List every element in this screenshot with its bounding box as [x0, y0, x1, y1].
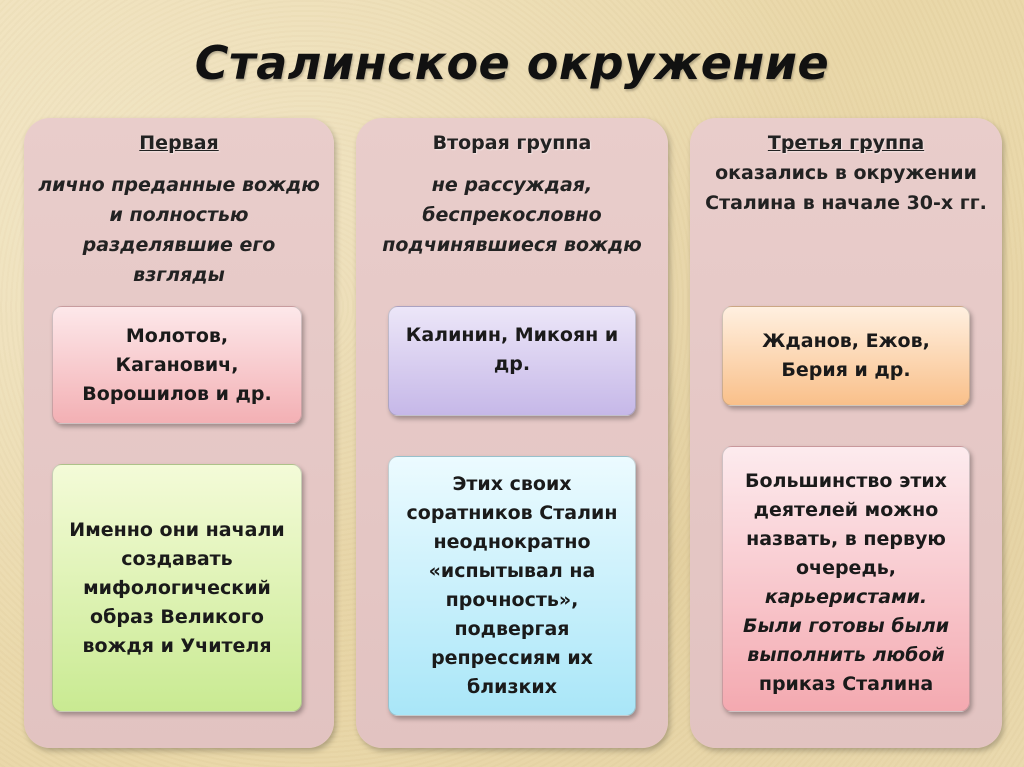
- group-description: не рассуждая, беспрекословно подчинявшиеся вождю: [382, 174, 642, 256]
- group-heading: [690, 130, 1002, 157]
- group-description: оказались в окружении Сталина в начале 30-х гг.: [705, 162, 987, 214]
- group-column-second: [356, 118, 668, 748]
- note-card: [722, 446, 970, 712]
- group-description: лично преданные вождю и полностью разделявшие его взгляды: [38, 174, 320, 286]
- note-text-plain: Большинство этих деятелей можно назвать, в первую очередь,: [745, 470, 947, 579]
- members-card: Жданов, Ежов, Берия и др.: [722, 306, 970, 406]
- group-heading-text: Первая: [139, 132, 219, 154]
- members-card: Молотов, Каганович, Ворошилов и др.: [52, 306, 302, 424]
- group-column-third: [690, 118, 1002, 748]
- page-title: Сталинское окружение: [194, 36, 830, 90]
- group-column-first: [24, 118, 334, 748]
- note-card: Этих своих соратников Сталин неоднократно «испытывал на прочность», подвергая репрессиям их близких: [388, 456, 636, 716]
- note-card: Именно они начали создавать мифологический образ Великого вождя и Учителя: [52, 464, 302, 712]
- group-heading: [356, 130, 668, 157]
- note-text-end: приказ Сталина: [758, 673, 934, 695]
- group-heading-text: Третья группа: [767, 132, 925, 154]
- group-heading-text: Вторая группа: [432, 132, 592, 154]
- note-text-italic: карьеристами. Были готовы были выполнить любой: [742, 586, 950, 666]
- members-card: Калинин, Микоян и др.: [388, 306, 636, 416]
- group-heading: [24, 130, 334, 157]
